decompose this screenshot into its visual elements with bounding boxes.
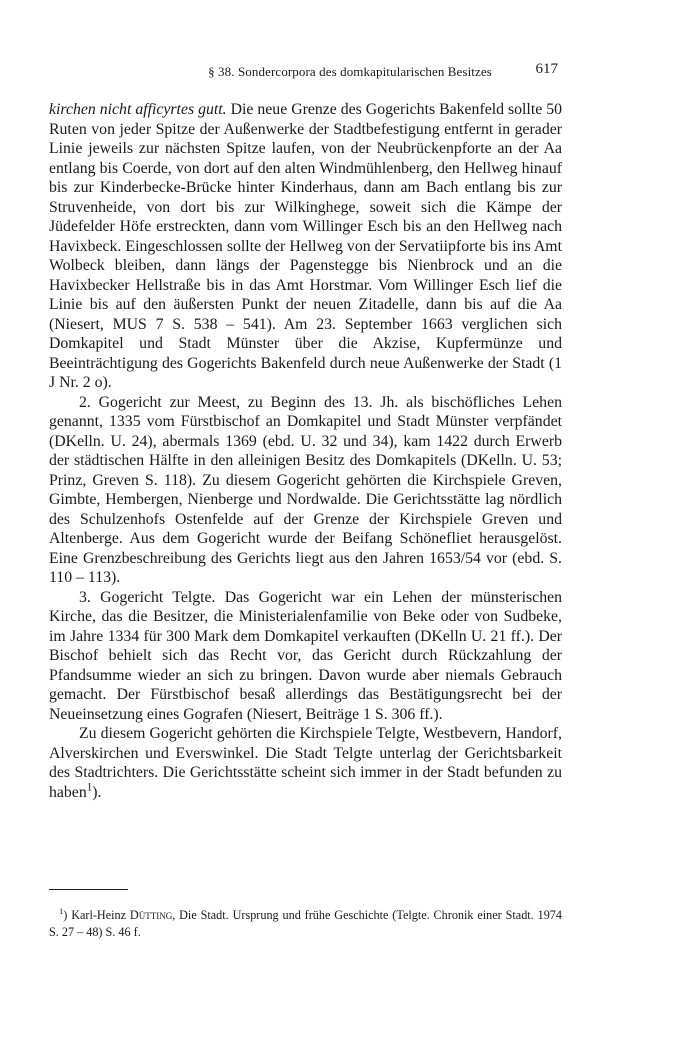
paragraph-telgte: 3. Gogericht Telgte. Das Gogericht war ein Lehen der münsterischen Kirche, das die Besitzer, die Ministerialenfamilie von Beke oder von Sudbeke, im Jahre 1334 für 300 Mark dem Domkapitel verkauften (DKelln U. 21 ff.). Der Bischof behielt sich das Recht vor, das Gericht durch Rückzahlung der Pfandsumme wieder an sich zu bringen. Davon wurde aber niemals Gebrauch gemacht. Der Fürstbischof besaß allerdings das Bestätigungsrecht bei der Neueinsetzung eines Gografen (Niesert, Beiträge 1 S. 306 ff.). (49, 588, 562, 723)
paragraph-bakenfeld-text: Die neue Grenze des Gogerichts Bakenfeld sollte 50 Ruten von jeder Spitze der Außenwerke der Stadtbefestigung entfernt in gerader Linie jeweils zur nächsten Spitze laufen, von der Neubrückenpforte an der Aa entlang bis Coerde, von dort auf den alten Windmühlenberg, den Hellweg hinauf bis zur Kinderbecke-Brücke hinter Kinderhaus, dann am Bach entlang bis zur Struvenheide, von dort bis zur Wilkinghege, soweit sich die Kämpe der Jüdefelder Höfe erstreckten, dann vom Willinger Esch bis an den Hellweg nach Havixbeck. Eingeschlossen sollte der Hellweg von der Servatiipforte bis ins Amt Wolbeck bleiben, dann längs der Pagenstegge bis Nienbrock und an die Havixbecker Hellstraße bis in das Amt Horstmar. Vom Willinger Esch lief die Linie bis auf den äußersten Punkt der neuen Zitadelle, dann bis auf die Aa (Niesert, MUS 7 S. 538 – 541). Am 23. September 1663 verglichen sich Domkapitel und Stadt Münster über die Akzise, Kupfermünze und Beeinträchtigung des Gogerichts Bakenfeld durch neue Außenwerke der Stadt (1 J Nr. 2 o). (49, 101, 562, 391)
footnote-reference[interactable]: 1 (86, 781, 93, 794)
paragraph-end: ). (92, 783, 102, 801)
footnote-text: , Die Stadt. Ursprung und frühe Geschichte (Telgte. Chronik einer Stadt. 1974 S. 27 – 48) S. 46 f. (49, 908, 562, 939)
body-text (49, 100, 562, 802)
footnote-divider (49, 889, 128, 890)
paragraph-meest: 2. Gogericht zur Meest, zu Beginn des 13. Jh. als bischöfliches Lehen genannt, 1335 vom Fürstbischof an Domkapitel und Stadt Münster verpfändet (DKelln. U. 24), abermals 1369 (ebd. U. 32 und 34), kam 1422 durch Erwerb der städtischen Hälfte in den alleinigen Besitz des Domkapitels (DKelln. U. 53; Prinz, Greven S. 118). Zu diesem Gogericht gehörten die Kirchspiele Greven, Gimbte, Hembergen, Nienberge und Nordwalde. Die Gerichtsstätte lag nördlich des Schulzenhofs Ostenfelde auf der Grenze der Kirchspiele Greven und Altenberge. Aus dem Gogericht wurde der Beifang Schönefliet herausgelöst. Eine Grenzbeschreibung des Gerichts liegt aus den Jahren 1653/54 vor (ebd. S. 110 – 113). (49, 393, 562, 586)
footnote (49, 907, 562, 940)
footnote-marker: 1 (59, 905, 64, 916)
quoted-phrase: kirchen nicht afficyrtes gutt. (49, 101, 227, 118)
paragraph-bakenfeld (49, 100, 562, 393)
paragraph-telgte-parishes (49, 724, 562, 802)
page-number: 617 (535, 61, 558, 77)
paragraph-telgte-parishes-text: Zu diesem Gogericht gehörten die Kirchspiele Telgte, Westbevern, Handorf, Alverskirchen und Everswinkel. Die Stadt Telgte unterlag der Gerichtsbarkeit des Stadtrichters. Die Gerichtsstätte scheint sich immer in der Stadt befunden zu haben (49, 725, 562, 801)
running-head-title: § 38. Sondercorpora des domkapitularischen Besitzes (208, 64, 492, 79)
footnote-author-first: Karl-Heinz (67, 908, 130, 922)
footnote-marker-close: ) (63, 908, 68, 922)
footnote-author-last: Dütting (129, 908, 173, 922)
